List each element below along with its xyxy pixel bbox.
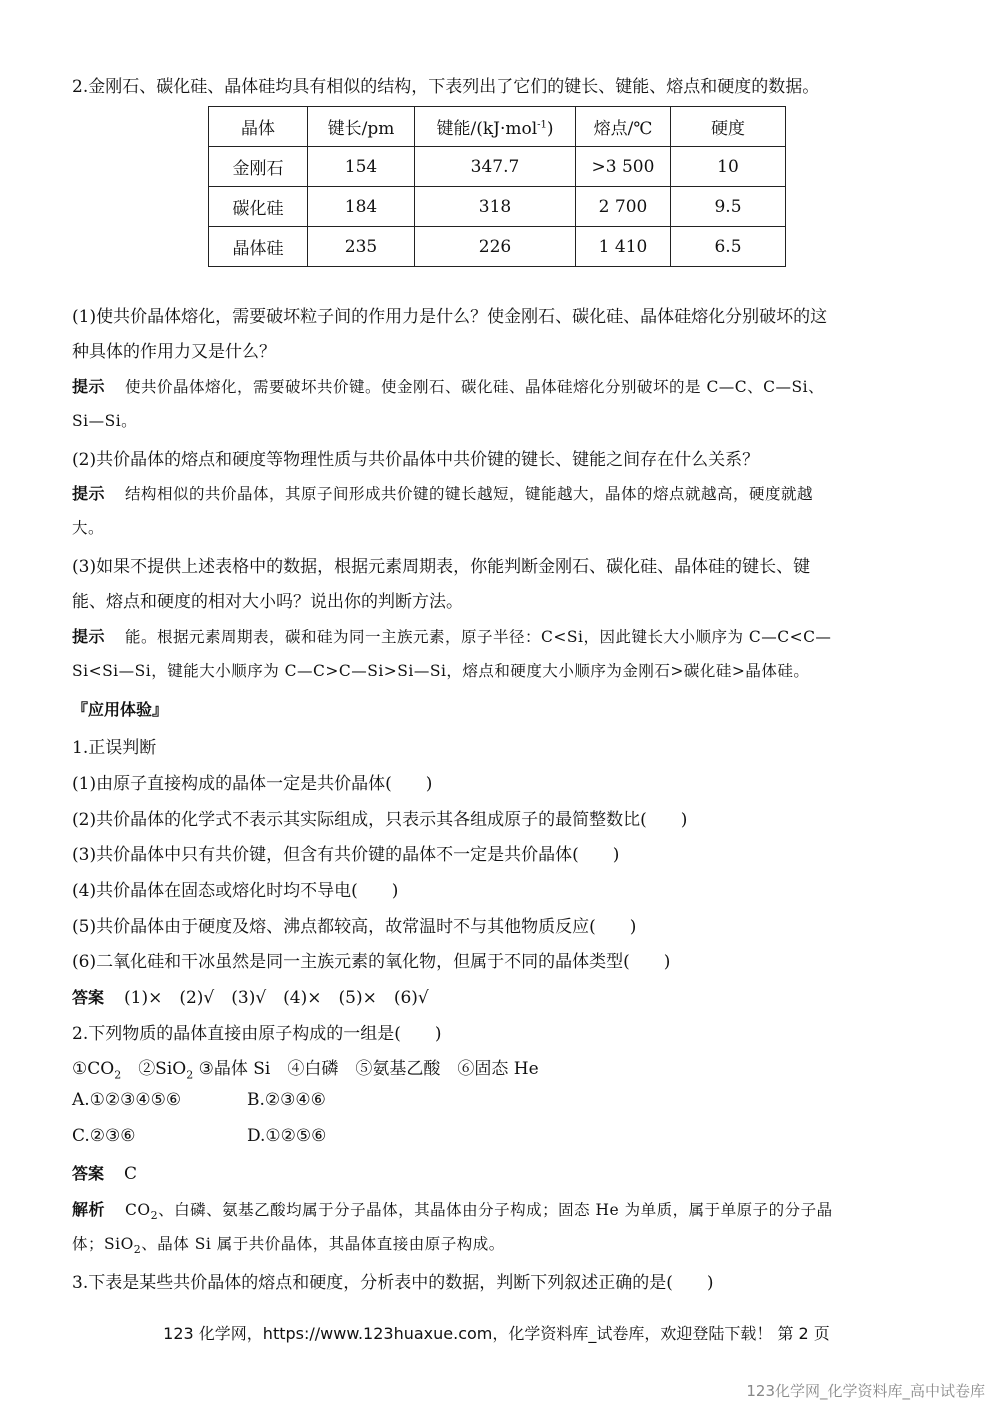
crystal-data-table (208, 106, 786, 267)
sub-question-3-cont: 能、熔点和硬度的相对大小吗？说出你的判断方法。 (72, 592, 463, 612)
choice-d: D.①②⑤⑥ (247, 1126, 327, 1146)
table-cell: 184 (308, 187, 415, 227)
table-header-cell: 硬度 (671, 107, 786, 147)
table-cell: 347.7 (415, 147, 576, 187)
table-header-cell: 键长/pm (308, 107, 415, 147)
table-row (209, 187, 786, 227)
table-cell: 154 (308, 147, 415, 187)
exercise-2-options: $①CO_2$ ②SiO$_2$ ③晶体 Si ④白磷 ⑤氨基乙酸 ⑥固态 He (72, 1059, 539, 1082)
hint-label: 提示 (72, 627, 106, 646)
table-cell: >3 500 (576, 147, 671, 187)
choice-a: A.①②③④⑤⑥ (72, 1090, 182, 1110)
table-header-cell: 熔点/℃ (576, 107, 671, 147)
exercise-3-title: 3.下表是某些共价晶体的熔点和硬度，分析表中的数据，判断下列叙述正确的是( ) (72, 1273, 714, 1293)
sub-question-2: (2)共价晶体的熔点和硬度等物理性质与共价晶体中共价键的键长、键能之间存在什么关系？ (72, 450, 760, 470)
table-cell: 金刚石 (209, 147, 308, 187)
hint-2-cont: 大。 (72, 519, 105, 537)
hint-label: 提示 (72, 377, 106, 396)
exercise-1-item: (2)共价晶体的化学式不表示其实际组成，只表示其各组成原子的最简整数比( ) (72, 810, 688, 830)
exercise-1-item: (6)二氧化硅和干冰虽然是同一主族元素的氧化物，但属于不同的晶体类型( ) (72, 952, 671, 972)
hint-1-cont: Si—Si。 (72, 412, 138, 430)
exercise-1-answer: 答案 (1)× (2)√ (3)√ (4)× (5)× (6)√ (72, 988, 429, 1008)
choice-b: B.②③④⑥ (247, 1090, 326, 1110)
analysis-label: 解析 (72, 1200, 106, 1219)
choice-c: C.②③⑥ (72, 1126, 136, 1146)
sub-question-1: (1)使共价晶体熔化，需要破坏粒子间的作用力是什么？使金刚石、碳化硅、晶体硅熔化分别破坏的这 (72, 307, 828, 327)
table-header-cell: 键能/(kJ·mol$^{-1}$) (415, 107, 576, 147)
table-cell: 226 (415, 227, 576, 267)
hint-1: 提示 使共价晶体熔化，需要破坏共价键。使金刚石、碳化硅、晶体硅熔化分别破坏的是 C—C、C—Si、 (72, 377, 825, 396)
table-cell: 318 (415, 187, 576, 227)
answer-label: 答案 (72, 988, 105, 1007)
page-footer: 123 化学网，https://www.123huaxue.com，化学资料库_试卷库，欢迎登陆下载！ 第 2 页 (163, 1324, 830, 1343)
table-cell: 1 410 (576, 227, 671, 267)
section-title: 『应用体验』 (72, 700, 169, 719)
table-cell: 2 700 (576, 187, 671, 227)
exercise-2-answer: 答案 C (72, 1164, 138, 1184)
exercise-2-title: 2.下列物质的晶体直接由原子构成的一组是( ) (72, 1024, 442, 1044)
table-cell: 9.5 (671, 187, 786, 227)
hint-label: 提示 (72, 484, 106, 503)
table-header-row (209, 107, 786, 147)
table-row (209, 147, 786, 187)
hint-3-cont: Si<Si—Si，键能大小顺序为 C—C>C—Si>Si—Si，熔点和硬度大小顺序为金刚石>碳化硅>晶体硅。 (72, 662, 810, 680)
table-row (209, 227, 786, 267)
table-cell: 晶体硅 (209, 227, 308, 267)
exercise-1-item: (4)共价晶体在固态或熔化时均不导电( ) (72, 881, 399, 901)
table-header-cell: 晶体 (209, 107, 308, 147)
exercise-1-item: (1)由原子直接构成的晶体一定是共价晶体( ) (72, 774, 433, 794)
question-2-intro: 2.金刚石、碳化硅、晶体硅均具有相似的结构，下表列出了它们的键长、键能、熔点和硬度的数据。 (72, 77, 820, 97)
answer-label: 答案 (72, 1164, 105, 1183)
exercise-1-item: (5)共价晶体由于硬度及熔、沸点都较高，故常温时不与其他物质反应( ) (72, 917, 637, 937)
sub-question-3: (3)如果不提供上述表格中的数据，根据元素周期表，你能判断金刚石、碳化硅、晶体硅的键长、键 (72, 557, 811, 577)
hint-3: 提示 能。根据元素周期表，碳和硅为同一主族元素，原子半径：C<Si，因此键长大小顺序为 C—C<C— (72, 627, 832, 646)
exercise-1-item: (3)共价晶体中只有共价键，但含有共价键的晶体不一定是共价晶体( ) (72, 845, 620, 865)
table-cell: 235 (308, 227, 415, 267)
table-cell: 10 (671, 147, 786, 187)
table-cell: 6.5 (671, 227, 786, 267)
watermark: 123化学网_化学资料库_高中试卷库 (746, 1382, 985, 1400)
exercise-1-title: 1.正误判断 (72, 738, 157, 758)
exercise-2-analysis: 解析 $CO_2$、白磷、氨基乙酸均属于分子晶体，其晶体由分子构成；固态 He 为单质，属于单原子的分子晶 (72, 1200, 833, 1223)
sub-question-1-cont: 种具体的作用力又是什么？ (72, 342, 276, 362)
table-cell: 碳化硅 (209, 187, 308, 227)
hint-2: 提示 结构相似的共价晶体，其原子间形成共价键的键长越短，键能越大，晶体的熔点就越高，硬度就越 (72, 484, 814, 503)
exercise-2-analysis-cont: 体；SiO$_2$、晶体 Si 属于共价晶体，其晶体直接由原子构成。 (72, 1235, 505, 1257)
